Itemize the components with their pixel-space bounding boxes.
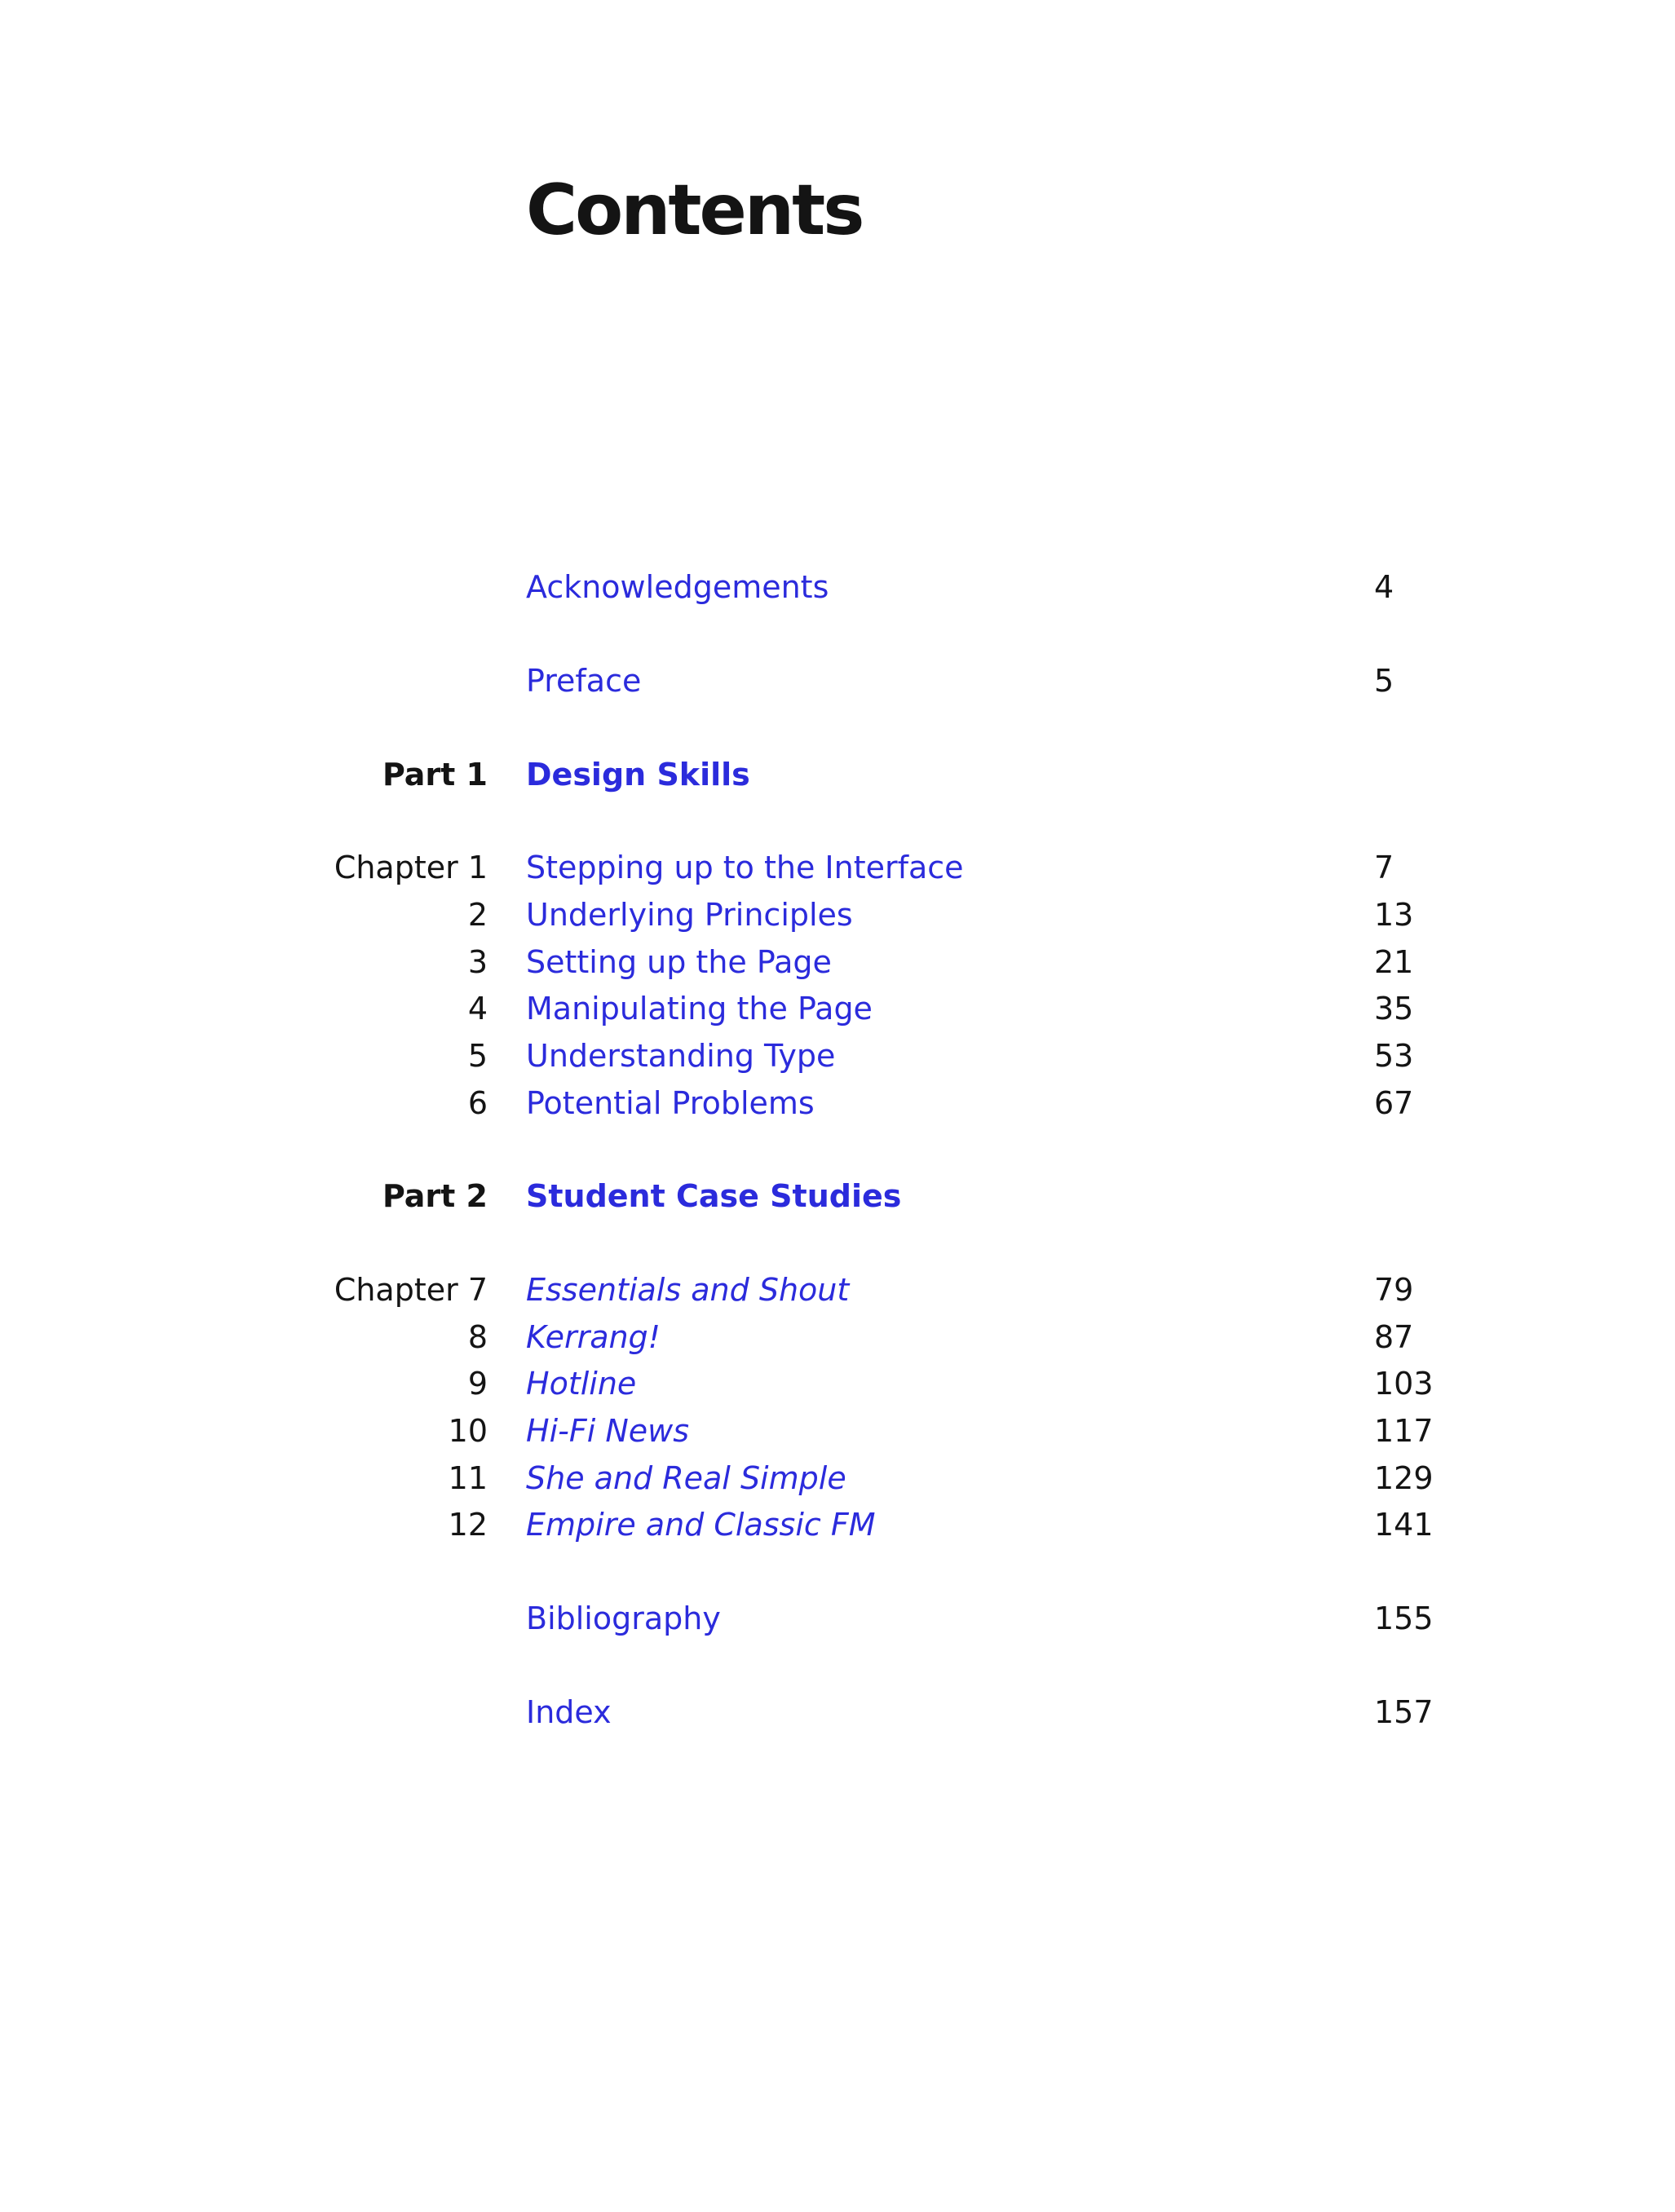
toc-link-preface[interactable]: Preface [526,663,642,699]
toc-row-chapter-12 [0,1501,1675,1548]
chapter-label: 11 [448,1460,488,1496]
toc-row-chapter-1 [0,844,1675,891]
toc-link-part-2[interactable]: Student Case Studies [526,1178,902,1214]
toc-link-chapter-2[interactable]: Underlying Principles [526,897,853,933]
page-number: 4 [1374,569,1394,605]
chapter-label: 3 [467,944,488,980]
page-number: 21 [1374,944,1414,980]
toc-row-preface [0,657,1675,704]
toc-row-chapter-8 [0,1314,1675,1361]
toc-row-index [0,1689,1675,1736]
chapter-label: 4 [467,991,488,1027]
toc-link-chapter-1[interactable]: Stepping up to the Interface [526,850,964,885]
page-number: 7 [1374,850,1394,885]
page-number: 129 [1374,1460,1434,1496]
page-number: 13 [1374,897,1414,933]
toc-row-bibliography [0,1595,1675,1642]
page-number: 103 [1374,1366,1434,1402]
part-label: Part 2 [382,1178,488,1214]
toc-link-chapter-8[interactable]: Kerrang! [526,1319,661,1355]
page-number: 5 [1374,663,1394,699]
part-label: Part 1 [382,757,488,793]
chapter-label: Chapter 1 [334,850,488,885]
page-title: Contents [526,170,863,251]
toc-link-chapter-7[interactable]: Essentials and Shout [526,1272,850,1308]
toc-link-chapter-6[interactable]: Potential Problems [526,1085,815,1121]
chapter-label: 2 [467,897,488,933]
toc-link-part-1[interactable]: Design Skills [526,757,750,793]
toc-row-chapter-9 [0,1360,1675,1407]
toc-row-chapter-10 [0,1407,1675,1455]
chapter-label: Chapter 7 [334,1272,488,1308]
toc-row-chapter-5 [0,1032,1675,1080]
page-number: 79 [1374,1272,1414,1308]
toc-row-chapter-4 [0,985,1675,1032]
page-number: 53 [1374,1038,1414,1074]
toc-link-chapter-4[interactable]: Manipulating the Page [526,991,873,1027]
toc-link-chapter-12[interactable]: Empire and Classic FM [526,1507,876,1543]
toc-link-chapter-3[interactable]: Setting up the Page [526,944,832,980]
toc-row-chapter-6 [0,1080,1675,1127]
toc-part-1 [0,751,1675,798]
toc-part-2 [0,1172,1675,1220]
page-number: 141 [1374,1507,1434,1543]
toc-link-chapter-9[interactable]: Hotline [526,1366,637,1402]
chapter-label: 12 [448,1507,488,1543]
chapter-label: 9 [467,1366,488,1402]
toc-link-bibliography[interactable]: Bibliography [526,1600,721,1636]
page-number: 35 [1374,991,1414,1027]
page-number: 157 [1374,1694,1434,1730]
toc-link-chapter-5[interactable]: Understanding Type [526,1038,836,1074]
chapter-label: 8 [467,1319,488,1355]
page-number: 117 [1374,1413,1434,1449]
chapter-label: 6 [467,1085,488,1121]
toc-link-chapter-10[interactable]: Hi-Fi News [526,1413,690,1449]
toc-link-index[interactable]: Index [526,1694,612,1730]
chapter-label: 5 [467,1038,488,1074]
page-number: 155 [1374,1600,1434,1636]
toc-row-acknowledgements [0,563,1675,611]
toc-row-chapter-7 [0,1266,1675,1314]
toc-link-chapter-11[interactable]: She and Real Simple [526,1460,846,1496]
toc-row-chapter-3 [0,938,1675,986]
page-number: 67 [1374,1085,1414,1121]
chapter-label: 10 [448,1413,488,1449]
toc-row-chapter-2 [0,891,1675,938]
toc-link-acknowledgements[interactable]: Acknowledgements [526,569,829,605]
toc-row-chapter-11 [0,1455,1675,1502]
page-number: 87 [1374,1319,1414,1355]
